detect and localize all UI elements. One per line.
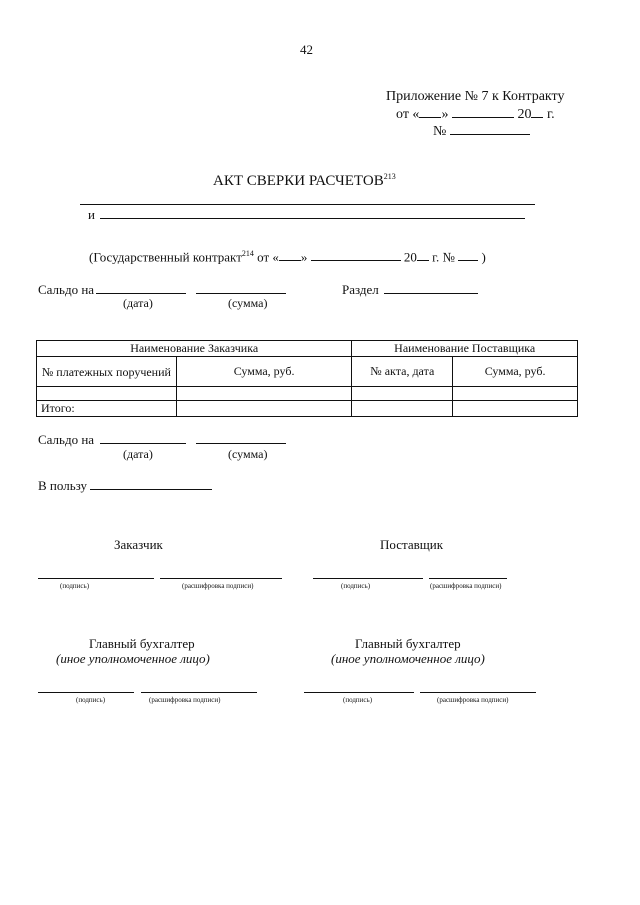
in-favor-line[interactable] bbox=[90, 489, 212, 490]
total-act[interactable] bbox=[352, 401, 453, 417]
year-prefix: 20 bbox=[517, 107, 532, 122]
table-cell[interactable] bbox=[37, 387, 177, 401]
customer-signature-title: Заказчик bbox=[114, 537, 163, 552]
total-label: Итого: bbox=[37, 401, 177, 417]
supplier-accountant-signature-caption: (подпись) bbox=[343, 696, 373, 704]
balance-start-date-line[interactable] bbox=[96, 293, 186, 294]
contract-close: ) bbox=[481, 249, 486, 265]
date-mid: » bbox=[441, 107, 449, 122]
balance-start-date-caption: (дата) bbox=[123, 296, 153, 310]
supplier-accountant-decode-line[interactable] bbox=[420, 692, 536, 693]
balance-end-sum-caption: (сумма) bbox=[228, 447, 268, 461]
supplier-chief-accountant: Главный бухгалтер bbox=[355, 636, 461, 651]
balance-start-sum-caption: (сумма) bbox=[228, 296, 268, 310]
supplier-accountant-decode-caption: (расшифровка подписи) bbox=[437, 696, 509, 704]
contract-year: 20 bbox=[403, 249, 417, 265]
number-sign: № bbox=[433, 124, 447, 139]
appendix-number-line bbox=[433, 123, 530, 140]
col-payment-orders: № платежных поручений bbox=[37, 357, 177, 387]
table-subheader-row bbox=[37, 357, 578, 387]
page-number: 42 bbox=[300, 42, 313, 57]
table-cell[interactable] bbox=[352, 387, 453, 401]
customer-accountant-signature-line[interactable] bbox=[38, 692, 134, 693]
balance-end-date-line[interactable] bbox=[100, 443, 186, 444]
contract-year-blank[interactable] bbox=[417, 249, 429, 261]
supplier-signature-title: Поставщик bbox=[380, 537, 444, 552]
document-title bbox=[213, 172, 396, 190]
contract-reference bbox=[89, 249, 486, 265]
customer-decode-caption: (расшифровка подписи) bbox=[182, 582, 254, 590]
contract-open: (Государственный контракт bbox=[89, 249, 242, 265]
contract-close-quote: » bbox=[300, 249, 308, 265]
reconciliation-table bbox=[36, 340, 578, 417]
section-label: Раздел bbox=[342, 282, 379, 297]
supplier-header: Наименование Поставщика bbox=[352, 341, 578, 357]
customer-signature-caption: (подпись) bbox=[60, 582, 90, 590]
table-cell[interactable] bbox=[453, 387, 578, 401]
table-row bbox=[37, 387, 578, 401]
contract-number-blank[interactable] bbox=[450, 123, 530, 135]
party-1-line[interactable] bbox=[80, 204, 535, 205]
contract-month-blank[interactable] bbox=[311, 249, 401, 261]
table-total-row bbox=[37, 401, 578, 417]
appendix-date-line bbox=[396, 106, 555, 123]
customer-header: Наименование Заказчика bbox=[37, 341, 352, 357]
year-suffix: г. bbox=[546, 107, 555, 122]
customer-signature-line[interactable] bbox=[38, 578, 154, 579]
contract-year-suffix: г. № bbox=[432, 249, 455, 265]
title-footnote: 213 bbox=[383, 172, 396, 181]
col-sum-customer: Сумма, руб. bbox=[176, 357, 352, 387]
balance-start-sum-line[interactable] bbox=[196, 293, 286, 294]
party-2-line[interactable] bbox=[100, 218, 525, 219]
contract-day-blank[interactable] bbox=[279, 249, 301, 261]
title-text: АКТ СВЕРКИ РАСЧЕТОВ bbox=[213, 173, 384, 189]
supplier-signature-caption: (подпись) bbox=[341, 582, 371, 590]
total-sum-supplier[interactable] bbox=[453, 401, 578, 417]
col-act-date: № акта, дата bbox=[352, 357, 453, 387]
day-blank[interactable] bbox=[419, 106, 441, 118]
balance-start-label: Сальдо на bbox=[38, 282, 95, 297]
date-prefix: от « bbox=[396, 107, 420, 122]
customer-accountant-decode-caption: (расшифровка подписи) bbox=[149, 696, 221, 704]
customer-accountant-decode-line[interactable] bbox=[141, 692, 257, 693]
supplier-signature-line[interactable] bbox=[313, 578, 423, 579]
contract-footnote: 214 bbox=[241, 249, 254, 258]
contract-from: от « bbox=[257, 249, 279, 265]
year-blank[interactable] bbox=[531, 106, 543, 118]
supplier-decode-line[interactable] bbox=[429, 578, 507, 579]
supplier-decode-caption: (расшифровка подписи) bbox=[430, 582, 502, 590]
supplier-authorized-person: (иное уполномоченное лицо) bbox=[331, 651, 485, 666]
customer-decode-line[interactable] bbox=[160, 578, 282, 579]
customer-authorized-person: (иное уполномоченное лицо) bbox=[56, 651, 210, 666]
in-favor-label: В пользу bbox=[38, 478, 87, 493]
month-blank[interactable] bbox=[452, 106, 514, 118]
balance-end-sum-line[interactable] bbox=[196, 443, 286, 444]
total-sum-customer[interactable] bbox=[176, 401, 352, 417]
appendix-title: Приложение № 7 к Контракту bbox=[386, 89, 565, 104]
table-header-row bbox=[37, 341, 578, 357]
and-label: и bbox=[88, 207, 95, 222]
balance-end-label: Сальдо на bbox=[38, 432, 95, 447]
balance-end-date-caption: (дата) bbox=[123, 447, 153, 461]
section-line[interactable] bbox=[384, 293, 478, 294]
customer-chief-accountant: Главный бухгалтер bbox=[89, 636, 195, 651]
customer-accountant-signature-caption: (подпись) bbox=[76, 696, 106, 704]
supplier-accountant-signature-line[interactable] bbox=[304, 692, 414, 693]
col-sum-supplier: Сумма, руб. bbox=[453, 357, 578, 387]
contract-number-field[interactable] bbox=[458, 249, 478, 261]
table-cell[interactable] bbox=[176, 387, 352, 401]
